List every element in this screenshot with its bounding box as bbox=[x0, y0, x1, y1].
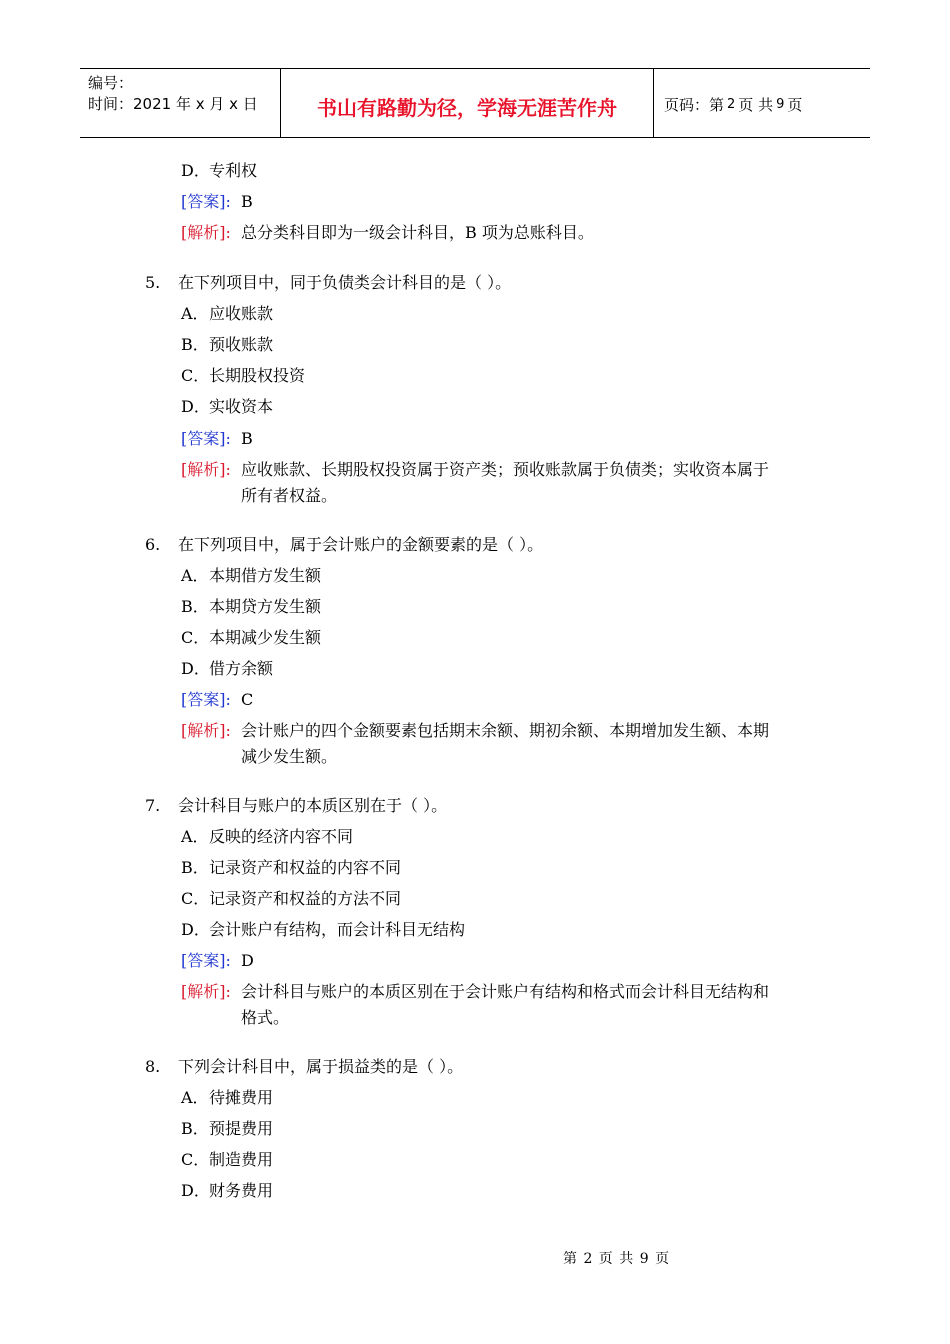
option-c: C．长期股权投资 bbox=[181, 366, 306, 385]
option-c: C．制造费用 bbox=[181, 1150, 274, 1169]
footer-page-number: 第 2 页 共 9 页 bbox=[563, 1251, 671, 1267]
page-suffix: 页 bbox=[787, 95, 803, 114]
option-d: D．实收资本 bbox=[181, 397, 274, 416]
explanation-text: 会计科目与账户的本质区别在于会计账户有结构和格式而会计科目无结构和 bbox=[241, 982, 770, 1001]
answer-value: B bbox=[241, 429, 253, 448]
option-b: B．预提费用 bbox=[181, 1119, 274, 1138]
explanation-tag: [解析]: bbox=[181, 982, 231, 1001]
option-a: A．本期借方发生额 bbox=[181, 566, 322, 585]
header-page-info bbox=[654, 69, 870, 137]
explanation-text-cont: 减少发生额。 bbox=[241, 747, 338, 766]
answer-tag: [答案]: bbox=[181, 690, 231, 709]
question-number: 7. bbox=[145, 796, 161, 815]
answer-value: D bbox=[241, 951, 254, 970]
option-a: A．反映的经济内容不同 bbox=[181, 827, 354, 846]
option-d: D．专利权 bbox=[181, 161, 258, 180]
explanation-tag: [解析]: bbox=[181, 223, 231, 242]
page-total: 9 bbox=[776, 96, 785, 112]
answer-value: B bbox=[241, 192, 253, 211]
option-a: A．应收账款 bbox=[181, 304, 274, 323]
page-prefix: 页码：第 bbox=[664, 95, 725, 114]
option-d: D．借方余额 bbox=[181, 659, 274, 678]
question-number: 6. bbox=[145, 535, 161, 554]
option-d: D．会计账户有结构，而会计科目无结构 bbox=[181, 920, 466, 939]
explanation-text-cont: 格式。 bbox=[241, 1008, 290, 1027]
header-meta bbox=[80, 69, 281, 137]
page-number: 2 bbox=[727, 96, 736, 112]
explanation-text-cont: 所有者权益。 bbox=[241, 486, 338, 505]
question-text: 下列会计科目中，属于损益类的是（ ）。 bbox=[178, 1057, 464, 1076]
option-c: C．本期减少发生额 bbox=[181, 628, 322, 647]
explanation-text: 会计账户的四个金额要素包括期末余额、期初余额、本期增加发生额、本期 bbox=[241, 721, 770, 740]
question-text: 会计科目与账户的本质区别在于（ ）。 bbox=[178, 796, 448, 815]
answer-tag: [答案]: bbox=[181, 192, 231, 211]
explanation-tag: [解析]: bbox=[181, 721, 231, 740]
option-b: B．本期贷方发生额 bbox=[181, 597, 322, 616]
option-a: A．待摊费用 bbox=[181, 1088, 274, 1107]
question-text: 在下列项目中，同于负债类会计科目的是（ ）。 bbox=[178, 273, 512, 292]
time-label: 时间：2021 年 x 月 x 日 bbox=[88, 95, 258, 113]
answer-value: C bbox=[241, 690, 254, 709]
answer-line bbox=[181, 192, 231, 212]
option-c: C．记录资产和权益的方法不同 bbox=[181, 889, 402, 908]
explanation-tag: [解析]: bbox=[181, 460, 231, 479]
answer-tag: [答案]: bbox=[181, 951, 231, 970]
answer-tag: [答案]: bbox=[181, 429, 231, 448]
explanation-text: 应收账款、长期股权投资属于资产类；预收账款属于负债类；实收资本属于 bbox=[241, 460, 770, 479]
header-motto: 书山有路勤为径，学海无涯苦作舟 bbox=[281, 69, 654, 137]
explanation-text: 总分类科目即为一级会计科目，B 项为总账科目。 bbox=[241, 223, 594, 242]
option-b: B．预收账款 bbox=[181, 335, 274, 354]
question-text: 在下列项目中，属于会计账户的金额要素的是（ ）。 bbox=[178, 535, 544, 554]
page-header bbox=[80, 68, 870, 138]
page-mid: 页 共 bbox=[738, 95, 774, 114]
serial-label: 编号： bbox=[88, 74, 134, 92]
option-d: D．财务费用 bbox=[181, 1181, 274, 1200]
question-number: 5. bbox=[145, 273, 161, 292]
question-number: 8. bbox=[145, 1057, 161, 1076]
option-b: B．记录资产和权益的内容不同 bbox=[181, 858, 402, 877]
